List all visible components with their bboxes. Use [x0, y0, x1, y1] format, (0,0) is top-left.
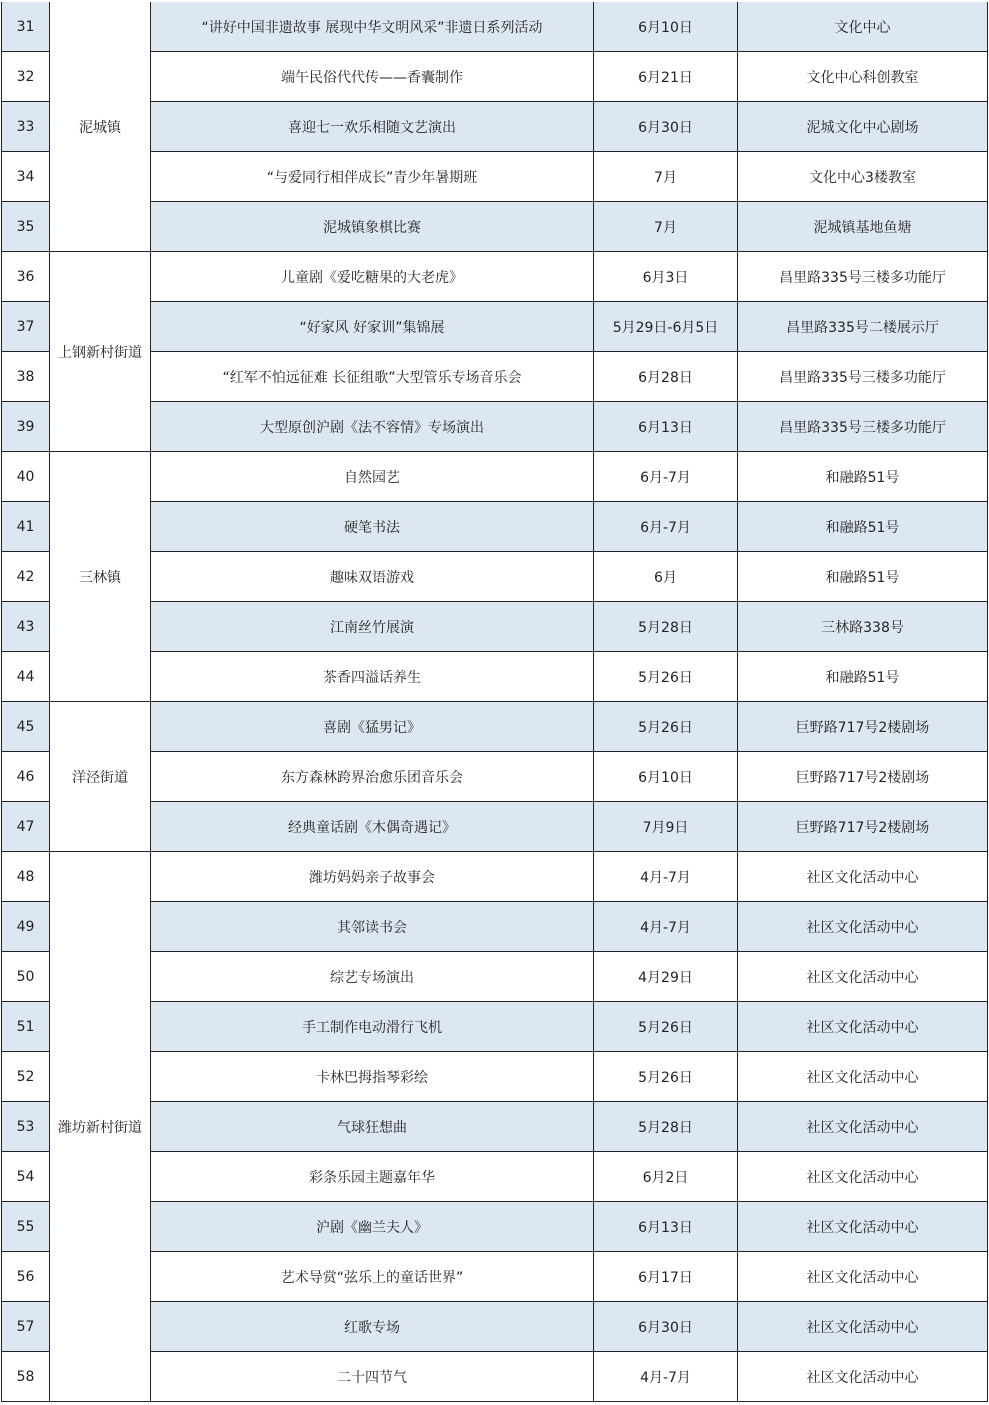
activity-date-cell: 4月29日 — [594, 952, 738, 1002]
row-number-cell: 31 — [1, 2, 50, 52]
row-number-cell: 45 — [1, 702, 50, 752]
activity-location-cell: 昌里路335号二楼展示厅 — [738, 302, 988, 352]
row-number-cell: 46 — [1, 752, 50, 802]
row-number-cell: 53 — [1, 1102, 50, 1152]
activity-name-cell: “与爱同行相伴成长”青少年暑期班 — [151, 152, 594, 202]
activity-date-cell: 4月-7月 — [594, 1352, 738, 1402]
activity-date-cell: 5月28日 — [594, 602, 738, 652]
activity-name-cell: 艺术导赏“弦乐上的童话世界” — [151, 1252, 594, 1302]
activity-date-cell: 5月26日 — [594, 702, 738, 752]
activity-location-cell: 社区文化活动中心 — [738, 1352, 988, 1402]
activity-location-cell: 三林路338号 — [738, 602, 988, 652]
activity-name-cell: 儿童剧《爱吃糖果的大老虎》 — [151, 252, 594, 302]
row-number-cell: 49 — [1, 902, 50, 952]
row-number-cell: 55 — [1, 1202, 50, 1252]
district-cell: 潍坊新村街道 — [50, 852, 151, 1402]
activity-date-cell: 7月 — [594, 152, 738, 202]
row-number-cell: 43 — [1, 602, 50, 652]
activity-date-cell: 6月3日 — [594, 252, 738, 302]
activity-date-cell: 6月-7月 — [594, 452, 738, 502]
activity-location-cell: 昌里路335号三楼多功能厅 — [738, 252, 988, 302]
activity-name-cell: 红歌专场 — [151, 1302, 594, 1352]
row-number-cell: 39 — [1, 402, 50, 452]
activity-date-cell: 6月30日 — [594, 1302, 738, 1352]
row-number-cell: 40 — [1, 452, 50, 502]
activity-name-cell: 气球狂想曲 — [151, 1102, 594, 1152]
row-number-cell: 36 — [1, 252, 50, 302]
activity-location-cell: 社区文化活动中心 — [738, 1102, 988, 1152]
activity-date-cell: 5月26日 — [594, 1002, 738, 1052]
activity-name-cell: 江南丝竹展演 — [151, 602, 594, 652]
activity-location-cell: 社区文化活动中心 — [738, 1252, 988, 1302]
activity-date-cell: 6月10日 — [594, 2, 738, 52]
activity-location-cell: 文化中心科创教室 — [738, 52, 988, 102]
activity-date-cell: 6月2日 — [594, 1152, 738, 1202]
activity-name-cell: “红军不怕远征难 长征组歌”大型管乐专场音乐会 — [151, 352, 594, 402]
activity-date-cell: 7月9日 — [594, 802, 738, 852]
activity-date-cell: 7月 — [594, 202, 738, 252]
row-number-cell: 35 — [1, 202, 50, 252]
activity-date-cell: 5月26日 — [594, 652, 738, 702]
activity-name-cell: 潍坊妈妈亲子故事会 — [151, 852, 594, 902]
activity-name-cell: 大型原创沪剧《法不容情》专场演出 — [151, 402, 594, 452]
district-cell: 泥城镇 — [50, 2, 151, 252]
activity-location-cell: 社区文化活动中心 — [738, 1002, 988, 1052]
row-number-cell: 56 — [1, 1252, 50, 1302]
activity-location-cell: 文化中心3楼教室 — [738, 152, 988, 202]
activity-location-cell: 和融路51号 — [738, 452, 988, 502]
row-number-cell: 44 — [1, 652, 50, 702]
activity-location-cell: 昌里路335号三楼多功能厅 — [738, 352, 988, 402]
activity-name-cell: 其邻读书会 — [151, 902, 594, 952]
row-number-cell: 37 — [1, 302, 50, 352]
activity-location-cell: 和融路51号 — [738, 652, 988, 702]
row-number-cell: 58 — [1, 1352, 50, 1402]
activity-name-cell: 经典童话剧《木偶奇遇记》 — [151, 802, 594, 852]
district-cell: 三林镇 — [50, 452, 151, 702]
row-number-cell: 34 — [1, 152, 50, 202]
row-number-cell: 57 — [1, 1302, 50, 1352]
activity-date-cell: 5月26日 — [594, 1052, 738, 1102]
activity-location-cell: 昌里路335号三楼多功能厅 — [738, 402, 988, 452]
row-number-cell: 42 — [1, 552, 50, 602]
activity-name-cell: 端午民俗代代传——香囊制作 — [151, 52, 594, 102]
row-number-cell: 33 — [1, 102, 50, 152]
district-cell: 洋泾街道 — [50, 702, 151, 852]
row-number-cell: 48 — [1, 852, 50, 902]
activity-name-cell: 东方森林跨界治愈乐团音乐会 — [151, 752, 594, 802]
activity-name-cell: 自然园艺 — [151, 452, 594, 502]
activity-date-cell: 6月13日 — [594, 1202, 738, 1252]
activity-location-cell: 社区文化活动中心 — [738, 852, 988, 902]
activity-date-cell: 4月-7月 — [594, 852, 738, 902]
row-number-cell: 38 — [1, 352, 50, 402]
activity-name-cell: 彩条乐园主题嘉年华 — [151, 1152, 594, 1202]
activity-location-cell: 巨野路717号2楼剧场 — [738, 752, 988, 802]
activity-date-cell: 6月28日 — [594, 352, 738, 402]
activity-date-cell: 4月-7月 — [594, 902, 738, 952]
activity-name-cell: 茶香四溢话养生 — [151, 652, 594, 702]
activity-date-cell: 6月10日 — [594, 752, 738, 802]
activity-name-cell: “好家风 好家训”集锦展 — [151, 302, 594, 352]
row-number-cell: 41 — [1, 502, 50, 552]
activity-location-cell: 社区文化活动中心 — [738, 1302, 988, 1352]
activity-name-cell: 喜剧《猛男记》 — [151, 702, 594, 752]
activity-date-cell: 6月13日 — [594, 402, 738, 452]
activity-location-cell: 巨野路717号2楼剧场 — [738, 802, 988, 852]
district-cell: 上钢新村街道 — [50, 252, 151, 452]
row-number-cell: 54 — [1, 1152, 50, 1202]
activity-location-cell: 和融路51号 — [738, 552, 988, 602]
activity-location-cell: 社区文化活动中心 — [738, 952, 988, 1002]
activity-name-cell: 二十四节气 — [151, 1352, 594, 1402]
row-number-cell: 32 — [1, 52, 50, 102]
activity-name-cell: 硬笔书法 — [151, 502, 594, 552]
activity-location-cell: 社区文化活动中心 — [738, 902, 988, 952]
row-number-cell: 47 — [1, 802, 50, 852]
activity-name-cell: 趣味双语游戏 — [151, 552, 594, 602]
activity-name-cell: 沪剧《幽兰夫人》 — [151, 1202, 594, 1252]
activity-name-cell: “讲好中国非遗故事 展现中华文明风采”非遗日系列活动 — [151, 2, 594, 52]
activity-location-cell: 社区文化活动中心 — [738, 1202, 988, 1252]
activity-date-cell: 6月 — [594, 552, 738, 602]
activity-location-cell: 和融路51号 — [738, 502, 988, 552]
activity-name-cell: 手工制作电动滑行飞机 — [151, 1002, 594, 1052]
row-number-cell: 50 — [1, 952, 50, 1002]
row-number-cell: 52 — [1, 1052, 50, 1102]
activity-location-cell: 泥城镇基地鱼塘 — [738, 202, 988, 252]
activity-location-cell: 社区文化活动中心 — [738, 1052, 988, 1102]
activity-date-cell: 6月30日 — [594, 102, 738, 152]
activity-table — [1, 2, 988, 1402]
activity-date-cell: 6月-7月 — [594, 502, 738, 552]
activity-date-cell: 6月17日 — [594, 1252, 738, 1302]
activity-date-cell: 5月29日-6月5日 — [594, 302, 738, 352]
row-number-cell: 51 — [1, 1002, 50, 1052]
activity-name-cell: 喜迎七一欢乐相随文艺演出 — [151, 102, 594, 152]
activity-date-cell: 5月28日 — [594, 1102, 738, 1152]
activity-name-cell: 卡林巴拇指琴彩绘 — [151, 1052, 594, 1102]
activity-location-cell: 巨野路717号2楼剧场 — [738, 702, 988, 752]
activity-name-cell: 泥城镇象棋比赛 — [151, 202, 594, 252]
activity-location-cell: 泥城文化中心剧场 — [738, 102, 988, 152]
activity-location-cell: 文化中心 — [738, 2, 988, 52]
activity-date-cell: 6月21日 — [594, 52, 738, 102]
activity-location-cell: 社区文化活动中心 — [738, 1152, 988, 1202]
activity-name-cell: 综艺专场演出 — [151, 952, 594, 1002]
